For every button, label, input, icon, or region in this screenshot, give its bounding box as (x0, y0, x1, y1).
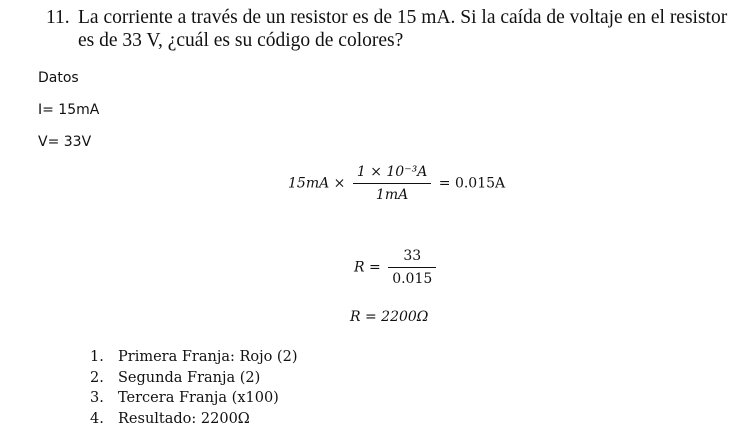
list-item: 3. Tercera Franja (x100) (90, 390, 279, 406)
resistance-result: R = 2200Ω (350, 309, 429, 325)
resistance-left: R = (354, 259, 381, 276)
resistance-equation (354, 248, 439, 287)
list-item: 4. Resultado: 2200Ω (90, 410, 250, 427)
question-number: 11. (46, 7, 70, 28)
voltage-value: V= 33V (38, 134, 92, 150)
color-code-list (90, 347, 297, 429)
conversion-equation (288, 164, 505, 203)
resistance-fraction (388, 248, 436, 287)
conversion-numerator: 1 × 10⁻³A (356, 164, 428, 180)
question (46, 6, 736, 52)
conversion-denominator: 1mA (353, 183, 431, 203)
list-item: 1. Primera Franja: Rojo (2) (90, 349, 298, 365)
resistance-numerator: 33 (403, 248, 422, 264)
data-heading: Datos (38, 70, 79, 86)
list-item: 2. Segunda Franja (2) (90, 369, 261, 386)
conversion-fraction (353, 164, 431, 203)
conversion-left: 15mA × (288, 175, 346, 192)
question-text: La corriente a través de un resistor es de 15 mA. Si la caída de voltaje en el resistor es de 33 V, ¿cuál es su código de colores? (78, 7, 728, 51)
current-value: I= 15mA (38, 102, 100, 118)
resistance-denominator: 0.015 (388, 267, 436, 287)
conversion-result: = 0.015A (438, 175, 506, 192)
